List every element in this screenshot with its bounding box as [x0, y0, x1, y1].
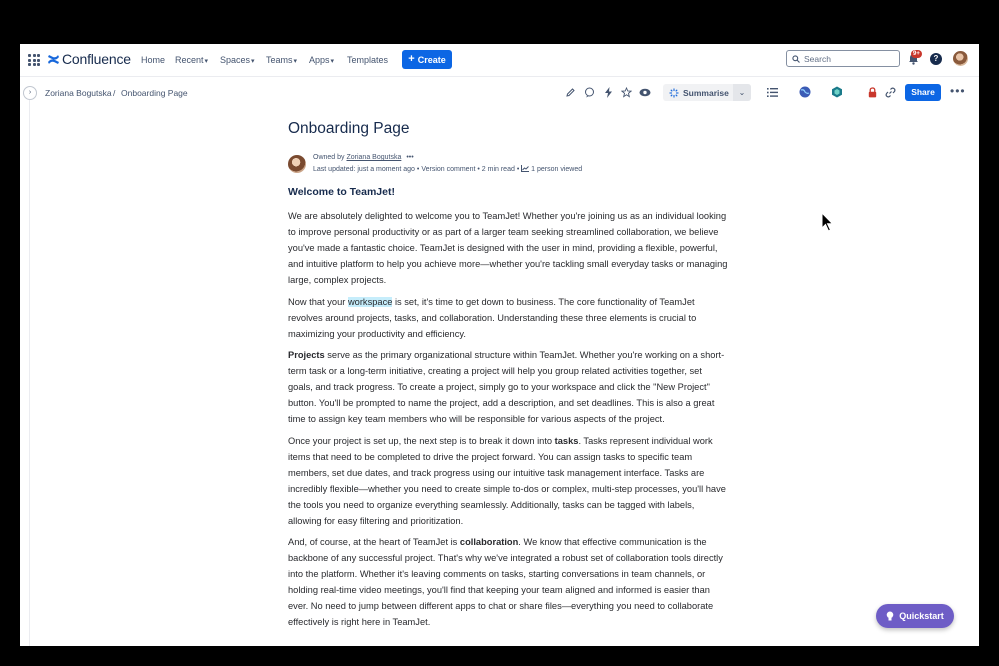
version-comment-link[interactable]: Version comment — [421, 166, 476, 173]
nav-teams-label: Teams — [266, 55, 293, 65]
notification-badge: 9+ — [913, 51, 920, 57]
page-body — [288, 185, 728, 636]
copy-link-icon[interactable] — [884, 86, 896, 98]
text-run: Now that your — [288, 296, 348, 307]
page-metadata — [313, 165, 582, 173]
dot-separator: • — [516, 166, 522, 173]
breadcrumb-space[interactable]: Zoriana Bogutska — [45, 88, 112, 98]
nav-home-label: Home — [141, 55, 166, 65]
more-actions-icon[interactable]: ••• — [950, 84, 966, 98]
text-run: serve as the primary organizational structure within TeamJet. Whether you're working on a short-term task or a long-term initiative, creating a project will help you group related activities together, set goals, and track progress. To create a project, simply go to your workspace and click the "New Project" button. You'll be prompted to name the project, add a description, and set deadlines. This is also a great time to assign key team members who will be responsible for various aspects of the project. — [288, 350, 725, 424]
read-time: 2 min read — [481, 166, 515, 173]
app-switcher-icon[interactable] — [28, 54, 40, 66]
paragraph-projects — [288, 347, 728, 427]
nav-templates-label: Templates — [347, 55, 389, 65]
owner-more-icon[interactable]: ••• — [406, 154, 414, 161]
search-placeholder: Search — [804, 53, 831, 64]
globe-app-icon[interactable] — [799, 86, 811, 98]
create-button-label: Create — [417, 54, 446, 65]
restrictions-lock-icon[interactable] — [866, 86, 878, 98]
owner-link[interactable]: Zoriana Bogutska — [346, 154, 402, 161]
confluence-window — [20, 44, 979, 646]
plus-icon: + — [408, 53, 415, 65]
expand-sidebar-icon[interactable]: › — [23, 86, 37, 100]
nav-teams[interactable] — [266, 55, 297, 65]
chevron-down-icon: ▾ — [330, 58, 335, 65]
nav-recent[interactable] — [175, 55, 208, 65]
mouse-cursor-icon — [821, 212, 835, 232]
lightbulb-icon — [886, 611, 894, 622]
summarise-options-chevron-icon[interactable]: ⌄ — [733, 84, 751, 101]
star-icon[interactable] — [620, 86, 632, 98]
edit-icon[interactable] — [564, 86, 576, 98]
search-icon — [792, 55, 800, 63]
user-avatar[interactable] — [953, 51, 968, 66]
automation-bolt-icon[interactable] — [602, 86, 614, 98]
breadcrumb-page[interactable]: Onboarding Page — [121, 88, 188, 98]
nav-home[interactable] — [141, 55, 165, 65]
search-input[interactable] — [786, 50, 900, 67]
nav-spaces-label: Spaces — [220, 55, 251, 65]
author-avatar[interactable] — [288, 155, 306, 173]
page-title: Onboarding Page — [288, 120, 410, 137]
nav-recent-label: Recent — [175, 55, 204, 65]
nav-apps-label: Apps — [309, 55, 330, 65]
sidebar-divider — [29, 100, 30, 646]
quickstart-label: Quickstart — [899, 611, 944, 621]
paragraph-intro: We are absolutely delighted to welcome you to TeamJet! Whether you're joining us as an individual looking to improve personal productivity or as part of a larger team seeking streamlined collaboration, we believe you've made a fantastic choice. TeamJet is designed with the user in mind, providing a flexible, powerful, and intuitive platform to help you achieve more—whether you're tackling small everyday tasks or managing large, complex projects. — [288, 211, 728, 285]
highlighted-term[interactable]: workspace — [347, 296, 393, 307]
text-run: . We know that effective communication is the backbone of any successful project. That's why we've integrated a robust set of collaboration tools directly into the platform. Whether it's leaving comments on tasks, starting conversations in team channels, or holding real-time video meetings, you'll find that keeping your team aligned and informed is easier than ever. No need to jump between different apps to chat or share files—everything you need to collaborate effectively is right here in TeamJet. — [288, 537, 723, 627]
text-run: Once your project is set up, the next step is to break it down into — [288, 435, 555, 446]
chevron-down-icon: ▾ — [204, 58, 209, 65]
analytics-chart-icon — [521, 165, 529, 172]
chevron-down-icon: ▾ — [251, 58, 255, 65]
dot-separator: • — [477, 166, 482, 173]
owned-by-label: Owned by — [313, 154, 345, 161]
chevron-down-icon: ▾ — [293, 58, 298, 65]
bold-term: Projects — [288, 350, 325, 360]
quickstart-button[interactable] — [876, 604, 954, 628]
marketplace-app-icon[interactable] — [831, 86, 843, 98]
product-name[interactable]: Confluence — [62, 51, 131, 67]
top-navigation — [20, 44, 979, 77]
paragraph-collaboration — [288, 534, 728, 630]
text-run: And, of course, at the heart of TeamJet is — [288, 537, 460, 547]
viewers-count-link[interactable]: 1 person viewed — [531, 166, 583, 173]
text-run: . Tasks represent individual work items that need to be completed to drive the project forward. You can assign tasks to specific team members, set due dates, and track progress using our intuitive task management interface. Tasks are incredibly flexible—whether you need to create simple to-dos or complex, multi-step processes, you'll have the tools you need to organize everything seamlessly. Additionally, tasks can be tagged with labels, allowing for easy filtering and prioritization. — [288, 435, 726, 526]
page-owner-line — [313, 154, 414, 161]
bold-term: collaboration — [459, 537, 519, 547]
bold-term: tasks — [554, 435, 579, 446]
paragraph-workspace — [288, 294, 728, 342]
share-button[interactable]: Share — [905, 84, 941, 101]
watch-eye-icon[interactable] — [639, 86, 651, 98]
breadcrumb-separator: / — [113, 88, 116, 98]
comment-icon[interactable] — [583, 86, 595, 98]
confluence-logo-icon[interactable] — [47, 53, 60, 66]
summarise-label: Summarise — [683, 87, 729, 98]
create-button[interactable] — [402, 50, 452, 69]
nav-apps[interactable] — [309, 55, 334, 65]
help-icon[interactable]: ? — [930, 53, 942, 65]
text-run: is set, it's time to get down to business. The core functionality of TeamJet revolves around projects, tasks, and collaboration. Understanding these three elements is crucial to maximizing your productivity and efficiency. — [288, 296, 697, 339]
paragraph-tasks — [288, 433, 728, 529]
welcome-heading: Welcome to TeamJet! — [288, 186, 395, 198]
last-updated: Last updated: just a moment ago — [313, 166, 415, 173]
nav-templates[interactable] — [347, 55, 388, 65]
dot-separator: • — [416, 166, 422, 173]
nav-spaces[interactable] — [220, 55, 255, 65]
ai-sparkle-icon — [669, 88, 679, 98]
table-of-contents-icon[interactable] — [766, 86, 778, 98]
